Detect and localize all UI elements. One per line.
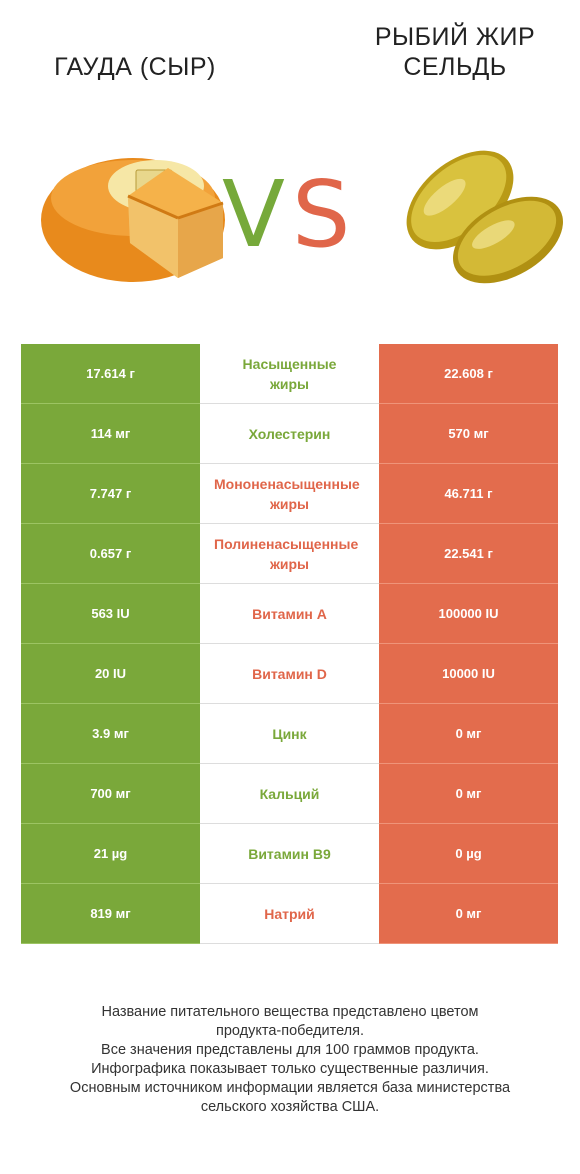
table-row [21,404,558,464]
left-value-cell: 0.657 г [21,524,200,584]
nutrient-label-cell: Цинк [200,704,379,764]
nutrient-label-cell: Витамин D [200,644,379,704]
table-row [21,524,558,584]
vs-s-letter: S [292,161,351,268]
left-value-cell: 114 мг [21,404,200,464]
footer-line: Все значения представлены для 100 граммов продукта. [101,1042,479,1058]
table-row [21,644,558,704]
left-value-cell: 20 IU [21,644,200,704]
left-value-cell: 563 IU [21,584,200,644]
footer-line: Основным источником информации является база министерства [69,1080,511,1096]
gouda-cheese-image [38,148,238,288]
right-title-line2: СЕЛЬДЬ [403,53,507,81]
right-value-cell: 22.541 г [379,524,558,584]
footer-line: сельского хозяйства США. [200,1099,380,1115]
footer-line: Название питательного вещества представлено цветом [101,1004,479,1020]
nutrient-label-cell: Натрий [200,884,379,944]
left-value-cell: 7.747 г [21,464,200,524]
right-product-title [350,22,560,82]
vs-v-letter: V [222,161,285,268]
nutrient-label-cell: Кальций [200,764,379,824]
comparison-table [21,344,558,944]
nutrient-label-cell: Витамин B9 [200,824,379,884]
right-value-cell: 46.711 г [379,464,558,524]
left-value-cell: 21 µg [21,824,200,884]
left-value-cell: 819 мг [21,884,200,944]
right-value-cell: 10000 IU [379,644,558,704]
left-value-cell: 700 мг [21,764,200,824]
right-value-cell: 570 мг [379,404,558,464]
right-value-cell: 22.608 г [379,344,558,404]
table-row [21,764,558,824]
fish-oil-capsules-image [398,140,566,290]
left-value-cell: 17.614 г [21,344,200,404]
table-row [21,824,558,884]
footer-line: продукта-победителя. [215,1023,365,1039]
left-value-cell: 3.9 мг [21,704,200,764]
table-row [21,464,558,524]
footer-line: Инфографика показывает только существенные различия. [91,1061,489,1077]
right-title-line1: РЫБИЙ ЖИР [374,23,536,51]
footer-notes [20,1003,560,1117]
nutrient-label-cell: Витамин A [200,584,379,644]
table-row [21,704,558,764]
nutrient-label-cell: Мононенасыщенные жиры [200,464,379,524]
right-value-cell: 0 мг [379,764,558,824]
right-value-cell: 0 мг [379,884,558,944]
right-value-cell: 0 мг [379,704,558,764]
nutrient-label-cell: Холестерин [200,404,379,464]
right-value-cell: 0 µg [379,824,558,884]
right-value-cell: 100000 IU [379,584,558,644]
table-row [21,884,558,944]
nutrient-label-cell: Полиненасыщенные жиры [200,524,379,584]
nutrient-label-cell: Насыщенные жиры [200,344,379,404]
left-product-title: ГАУДА (СЫР) [54,53,216,81]
table-row [21,344,558,404]
table-row [21,584,558,644]
